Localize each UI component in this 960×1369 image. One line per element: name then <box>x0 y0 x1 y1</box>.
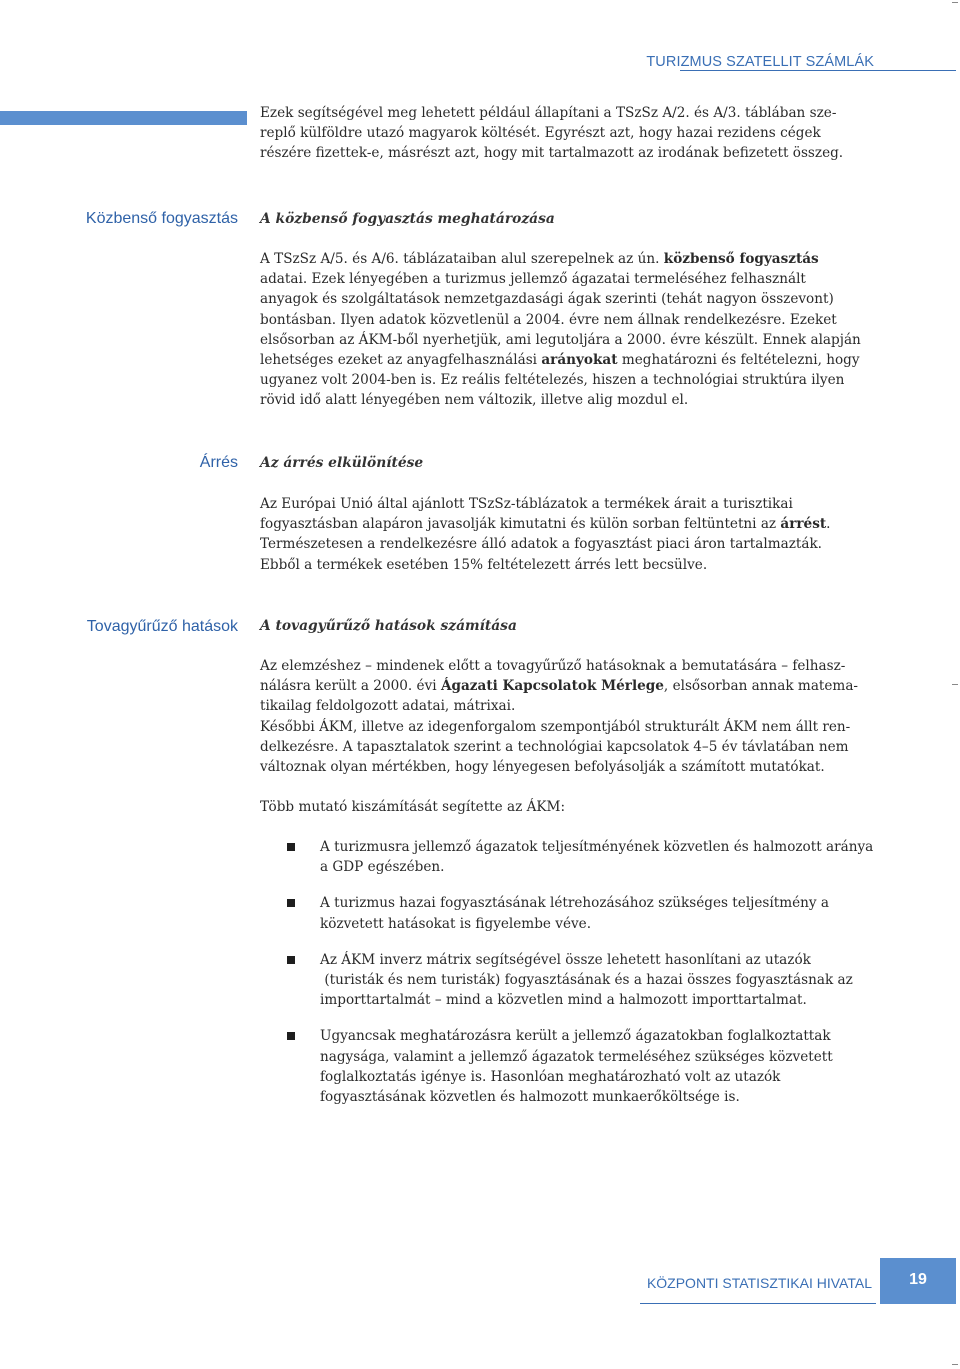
body-line <box>260 249 880 269</box>
body-line: rövid idő alatt lényegében nem változik, illetve alig mozdul el. <box>260 392 689 409</box>
body-line: Több mutató kiszámítását segítette az ÁKM: <box>260 799 566 815</box>
bullet-square-icon <box>287 956 295 964</box>
section-heading: Az árrés elkülönítése <box>260 455 424 471</box>
body-bold: közbenső fogyasztás <box>663 251 819 267</box>
body-text: nálásra került a 2000. évi <box>260 678 441 695</box>
bullet-line: Ugyancsak meghatározásra került a jellemző ágazatokban foglalkoztattak <box>320 1028 831 1045</box>
intro-line: Ezek segítségével meg lehetett például állapítani a TSzSz A/2. és A/3. táblában sze- <box>260 105 837 121</box>
body-text: lehetséges ezeket az anyagfelhasználási <box>260 352 542 369</box>
body-line: delkezésre. A tapasztalatok szerint a technológiai kapcsolatok 4–5 év távlatában nem <box>260 738 849 755</box>
footer-rule <box>640 1303 876 1304</box>
section-heading: A közbenső fogyasztás meghatározása <box>260 211 555 227</box>
section-label-tovagyuruzo: Tovagyűrűző hatások <box>86 618 238 635</box>
body-bold: Ágazati Kapcsolatok Mérlege <box>440 678 664 695</box>
body-line: Az Európai Unió által ajánlott TSzSz-táblázatok a termékek árait a turisztikai <box>260 496 793 512</box>
section-body-arres <box>260 494 880 575</box>
bullet-square-icon <box>287 1032 295 1040</box>
bullet-line: nagysága, valamint a jellemző ágazatok termeléséhez szükséges közvetett <box>320 1048 833 1065</box>
bullet-list <box>260 837 880 1107</box>
bullet-item <box>260 1026 880 1107</box>
body-text: fogyasztásban alapáron javasolják kimutatni és külön sorban feltüntetni az <box>260 516 781 533</box>
body-bold: árrést <box>780 516 827 533</box>
body-line: Későbbi ÁKM, illetve az idegenforgalom szempontjából strukturált ÁKM nem állt ren- <box>260 718 851 735</box>
bullet-line: A turizmusra jellemző ágazatok teljesítményének közvetlen és halmozott <box>320 839 822 855</box>
body-text: meghatározni és feltételezni, hogy <box>617 352 860 369</box>
section-heading-tovagyuruzo <box>260 616 880 636</box>
body-bold: arányokat <box>541 352 618 369</box>
bullet-line: aránya a GDP egészében. <box>320 839 874 876</box>
body-line: bontásban. Ilyen adatok közvetlenül a 2004. évre nem állnak rendelkezésre. Ezeket <box>260 311 837 328</box>
body-text: . <box>826 516 831 533</box>
body-line <box>260 514 880 534</box>
bullet-line: közvetett hatásokat is figyelembe véve. <box>320 915 592 932</box>
intro-bar <box>0 111 247 125</box>
section-heading-arres <box>260 453 880 473</box>
bullet-item <box>260 893 880 933</box>
body-line: tikailag feldolgozott adatai, mátrixai. <box>260 698 516 715</box>
bullet-line: A turizmus hazai fogyasztásának létrehozásához szükséges teljesítmény a <box>320 895 830 912</box>
intro-line: részére fizettek-e, másrészt azt, hogy mit tartalmazott az irodának befizetett összeg. <box>260 145 844 162</box>
body-line: Ebből a termékek esetében 15% feltételezett árrés lett becsülve. <box>260 556 708 573</box>
body-text: A TSzSz A/5. és A/6. táblázataiban alul szerepelnek az ún. <box>260 251 664 267</box>
intro-paragraph <box>260 103 880 164</box>
body-line: adatai. Ezek lényegében a turizmus jellemző ágazatai termeléséhez felhasznált <box>260 271 806 288</box>
header-title: TURIZMUS SZATELLIT SZÁMLÁK <box>646 54 874 70</box>
bullet-line: fogyasztásának közvetlen és halmozott munkaerőköltsége is. <box>320 1089 740 1106</box>
section-body-tovagyuruzo <box>260 656 880 777</box>
section-body-kozbenso <box>260 249 880 411</box>
body-line <box>260 350 880 370</box>
body-text: , elsősorban annak matema- <box>663 678 859 695</box>
footer-org: KÖZPONTI STATISZTIKAI HIVATAL <box>646 1275 872 1291</box>
intro-line: replő külföldre utazó magyarok költését. Egyrészt azt, hogy hazai rezidens cégek <box>260 125 821 142</box>
body-line: Az elemzéshez – mindenek előtt a tovagyűrűző hatásoknak a bemutatására – felhasz- <box>260 658 846 674</box>
body-line: anyagok és szolgáltatások nemzetgazdasági ágak szerinti (tehát nagyon összevont) <box>260 291 834 308</box>
body-line <box>260 676 880 696</box>
bullet-item <box>260 950 880 1011</box>
body-line: változnak olyan mértékben, hogy lényegesen befolyásolják a számított mutatókat. <box>260 759 825 776</box>
bullet-line: Az ÁKM inverz mátrix segítségével össze lehetett hasonlítani az utazók <box>320 951 811 968</box>
bullet-item <box>260 837 880 877</box>
bullet-square-icon <box>287 899 295 907</box>
section-label-kozbenso: Közbenső fogyasztás <box>85 210 238 227</box>
bullet-line: foglalkoztatás igénye is. Hasonlóan meghatározható volt az utazók <box>320 1068 781 1085</box>
crop-mark <box>952 1364 958 1365</box>
crop-mark <box>952 2 958 3</box>
page-number: 19 <box>880 1258 956 1304</box>
section-heading: A tovagyűrűző hatások számítása <box>260 618 517 634</box>
section-label-arres: Árrés <box>199 454 238 471</box>
ordered-intro <box>260 797 880 817</box>
body-line: ugyanez volt 2004-ben is. Ez reális feltételezés, hiszen a technológiai struktúra ilyen <box>260 372 845 389</box>
body-line: elsősorban az ÁKM-ből nyerhetjük, ami legutoljára a 2000. évre készült. Ennek alapján <box>260 331 861 348</box>
bullet-line: (turisták és nem turisták) fogyasztásának és a hazai összes fogyasztásnak <box>320 972 834 989</box>
header-rule <box>680 70 956 71</box>
bullet-square-icon <box>287 843 295 851</box>
crop-mark <box>952 684 958 685</box>
bullet-line: az importtartalmát – mind a közvetlen mind a halmozott importtartalmat. <box>320 972 853 1009</box>
body-line: Természetesen a rendelkezésre álló adatok a fogyasztást piaci áron tartalmazták. <box>260 536 822 553</box>
section-heading-kozbenso <box>260 209 880 229</box>
